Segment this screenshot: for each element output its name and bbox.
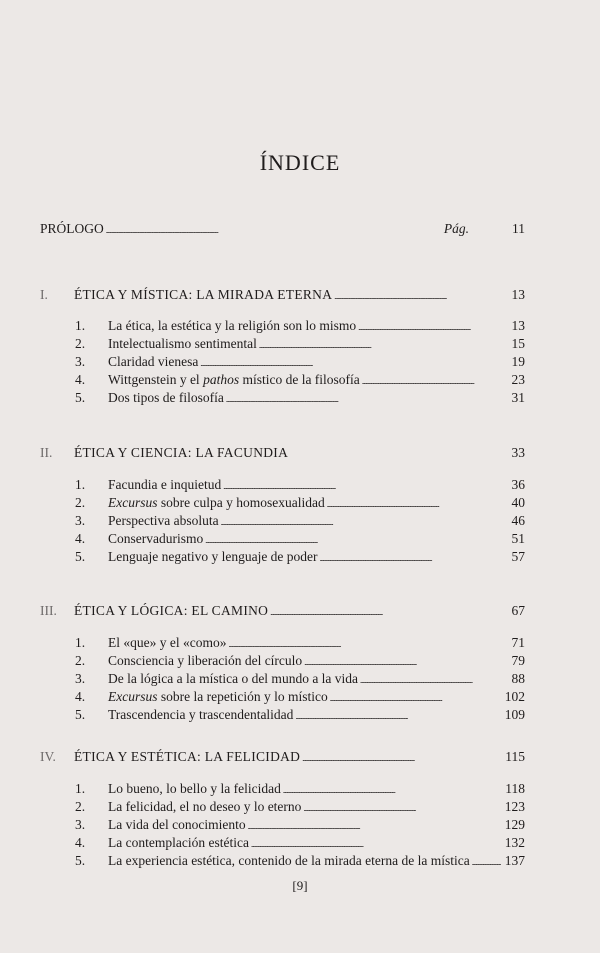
dot-leader	[226, 389, 501, 409]
section-title: La vida del conocimiento	[108, 817, 246, 832]
section-number: 1.	[75, 318, 86, 333]
page-label: Pág.	[443, 221, 469, 236]
toc-section[interactable]	[75, 512, 525, 532]
section-title: La ética, la estética y la religión son lo mismo	[108, 318, 357, 333]
toc-section[interactable]	[75, 780, 525, 800]
dot-leader	[200, 353, 501, 373]
section-title: La felicidad, el no deseo y lo eterno	[108, 799, 302, 814]
chapter-title: ÉTICA Y LÓGICA: EL CAMINO	[74, 603, 269, 618]
toc-section[interactable]	[75, 317, 525, 337]
toc-section[interactable]	[75, 798, 525, 818]
section-title: La contemplación estética	[108, 835, 249, 850]
section-title: Intelectualismo sentimental	[108, 336, 257, 351]
toc-page-number: 71	[511, 635, 525, 650]
dot-leader	[248, 816, 501, 836]
dot-leader	[106, 220, 442, 240]
chapter-title: ÉTICA Y MÍSTICA: LA MIRADA ETERNA	[74, 287, 333, 302]
toc-section[interactable]	[75, 852, 525, 872]
toc-section[interactable]	[75, 834, 525, 854]
toc-chapter[interactable]	[40, 444, 525, 464]
section-number: 5.	[75, 707, 86, 722]
toc-section[interactable]	[75, 634, 525, 654]
section-title: Claridad vienesa	[108, 354, 199, 369]
toc-page-number: 88	[511, 671, 525, 686]
dot-leader	[302, 748, 473, 768]
toc-page-number: 46	[511, 513, 525, 528]
toc-page-number: 15	[511, 336, 525, 351]
section-number: 3.	[75, 513, 86, 528]
dot-leader	[270, 602, 473, 622]
section-title: Consciencia y liberación del círculo	[108, 653, 303, 668]
toc-section[interactable]	[75, 688, 525, 708]
chapter-title: ÉTICA Y ESTÉTICA: LA FELICIDAD	[74, 749, 301, 764]
toc-page-number: 57	[511, 549, 525, 564]
section-title: Facundia e inquietud	[108, 477, 222, 492]
section-title: Excursus sobre culpa y homosexualidad	[108, 495, 325, 510]
section-number: 3.	[75, 354, 86, 369]
section-number: 5.	[75, 549, 86, 564]
dot-leader	[358, 317, 501, 337]
chapter-number: III.	[40, 603, 57, 618]
chapter-number: II.	[40, 445, 53, 460]
toc-section[interactable]	[75, 530, 525, 550]
toc-page-number: 40	[511, 495, 525, 510]
toc-prologue[interactable]	[40, 220, 525, 240]
page-number-footer: [9]	[292, 878, 308, 893]
dot-leader	[304, 652, 501, 672]
dot-leader	[283, 780, 501, 800]
toc-page-number: 36	[511, 477, 525, 492]
section-title: Lenguaje negativo y lenguaje de poder	[108, 549, 318, 564]
dot-leader	[223, 476, 501, 496]
dot-leader	[221, 512, 501, 532]
toc-section[interactable]	[75, 371, 525, 391]
toc-page-number: 13	[511, 287, 525, 302]
toc-page-number: 51	[511, 531, 525, 546]
dot-leader	[330, 688, 501, 708]
section-title: El «que» y el «como»	[108, 635, 227, 650]
section-number: 2.	[75, 799, 86, 814]
toc-chapter[interactable]	[40, 748, 525, 768]
chapter-number: I.	[40, 287, 48, 302]
dot-leader	[228, 634, 501, 654]
toc-section[interactable]	[75, 816, 525, 836]
toc-page-number: 132	[504, 835, 525, 850]
section-title: Conservadurismo	[108, 531, 204, 546]
toc-page-number: 118	[505, 781, 525, 796]
toc-page-number: 19	[511, 354, 525, 369]
section-title: La experiencia estética, contenido de la mirada eterna de la mística	[108, 853, 470, 868]
toc-page-number: 115	[505, 749, 525, 764]
toc-section[interactable]	[75, 476, 525, 496]
toc-section[interactable]	[75, 652, 525, 672]
dot-leader	[334, 286, 473, 306]
toc-page-number: 123	[504, 799, 525, 814]
toc-page-number: 109	[504, 707, 525, 722]
section-number: 4.	[75, 372, 86, 387]
section-number: 3.	[75, 817, 86, 832]
toc-page-number: 67	[511, 603, 525, 618]
toc-section[interactable]	[75, 548, 525, 568]
section-number: 5.	[75, 390, 86, 405]
dot-leader	[303, 798, 501, 818]
section-number: 3.	[75, 671, 86, 686]
dot-leader	[251, 834, 501, 854]
toc-page-number: 13	[511, 318, 525, 333]
dot-leader	[472, 852, 501, 872]
toc-section[interactable]	[75, 335, 525, 355]
section-title: Wittgenstein y el pathos místico de la filosofía	[108, 372, 360, 387]
page-title: ÍNDICE	[259, 150, 341, 175]
section-number: 1.	[75, 477, 86, 492]
dot-leader	[259, 335, 501, 355]
dot-leader	[360, 670, 501, 690]
dot-leader	[295, 706, 501, 726]
toc-page-number: 31	[511, 390, 525, 405]
toc-section[interactable]	[75, 494, 525, 514]
toc-page-number: 23	[511, 372, 525, 387]
dot-leader	[362, 371, 501, 391]
section-title: Trascendencia y trascendentalidad	[108, 707, 294, 722]
toc-page-number: 79	[511, 653, 525, 668]
section-number: 4.	[75, 689, 86, 704]
section-title: Dos tipos de filosofía	[108, 390, 224, 405]
toc-section[interactable]	[75, 353, 525, 373]
dot-leader	[320, 548, 501, 568]
section-title: Excursus sobre la repetición y lo místico	[108, 689, 328, 704]
section-title: Lo bueno, lo bello y la felicidad	[108, 781, 281, 796]
toc-chapter[interactable]	[40, 286, 525, 306]
toc-section[interactable]	[75, 389, 525, 409]
toc-prologue-label: PRÓLOGO	[40, 221, 104, 236]
toc-page-number: 102	[504, 689, 525, 704]
section-title: Perspectiva absoluta	[108, 513, 219, 528]
toc-page-number: 33	[511, 445, 525, 460]
toc-section[interactable]	[75, 706, 525, 726]
section-title: De la lógica a la mística o del mundo a la vida	[108, 671, 359, 686]
toc-chapter[interactable]	[40, 602, 525, 622]
section-number: 2.	[75, 653, 86, 668]
toc-page-number: 129	[504, 817, 525, 832]
section-number: 4.	[75, 835, 86, 850]
section-number: 2.	[75, 495, 86, 510]
dot-leader	[327, 494, 501, 514]
section-number: 1.	[75, 781, 86, 796]
section-number: 5.	[75, 853, 86, 868]
toc-page-number: 11	[512, 221, 525, 236]
toc-page-number: 137	[504, 853, 525, 868]
section-number: 2.	[75, 336, 86, 351]
chapter-number: IV.	[40, 749, 56, 764]
chapter-title: ÉTICA Y CIENCIA: LA FACUNDIA	[74, 445, 289, 460]
section-number: 1.	[75, 635, 86, 650]
section-number: 4.	[75, 531, 86, 546]
dot-leader	[205, 530, 501, 550]
toc-section[interactable]	[75, 670, 525, 690]
